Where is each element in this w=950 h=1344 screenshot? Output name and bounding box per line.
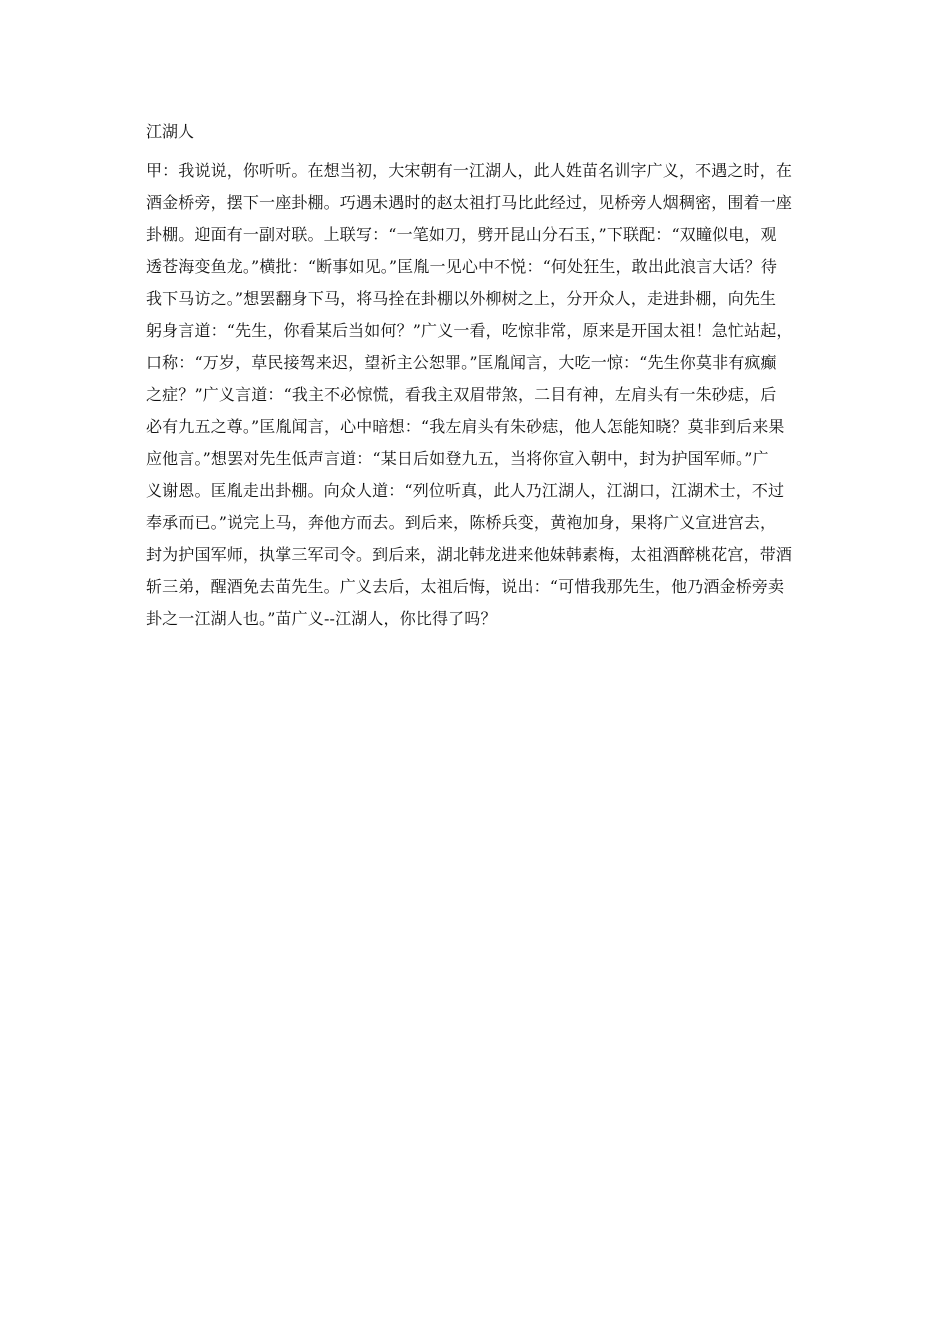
paragraph-line: 透苍海变鱼龙。”横批：“断事如见。”匡胤一见心中不悦：“何处狂生，敢出此浪言大话？待	[146, 257, 778, 276]
paragraph-line: 卦棚。迎面有一副对联。上联写：“一笔如刀，劈开昆山分石玉，”下联配：“双瞳似电，观	[146, 225, 777, 244]
paragraph-line: 奉承而已。”说完上马，奔他方而去。到后来，陈桥兵变，黄袍加身，果将广义宣进宫去，	[146, 513, 777, 532]
paragraph-line: 卦之一江湖人也。”苗广义--江湖人，你比得了吗？	[146, 609, 497, 628]
paragraph-line: 甲：我说说，你听听。在想当初，大宋朝有一江湖人，此人姓苗名训字广义，不遇之时，在	[146, 161, 793, 180]
paragraph-line: 我下马访之。”想罢翻身下马，将马拴在卦棚以外柳树之上，分开众人，走进卦棚，向先生	[146, 289, 777, 308]
paragraph-line: 封为护国军师，执掌三军司令。到后来，湖北韩龙进来他妹韩素梅，太祖酒醉桃花宫，带酒	[146, 545, 793, 564]
paragraph-line: 斩三弟，醒酒免去苗先生。广义去后，太祖后悔，说出：“可惜我那先生，他乃酒金桥旁卖	[146, 577, 785, 596]
paragraph-line: 必有九五之尊。”匡胤闻言，心中暗想：“我左肩头有朱砂痣，他人怎能知晓？莫非到后来果	[146, 417, 785, 436]
paragraph-line: 酒金桥旁，摆下一座卦棚。巧遇未遇时的赵太祖打马比此经过，见桥旁人烟稠密，围着一座	[146, 193, 793, 212]
paragraph-line: 口称：“万岁，草民接驾来迟，望祈主公恕罪。”匡胤闻言，大吃一惊：“先生你莫非有疯癫	[146, 353, 777, 372]
paragraph-line: 义谢恩。匡胤走出卦棚。向众人道：“列位听真，此人乃江湖人，江湖口，江湖术士，不过	[146, 481, 785, 500]
paragraph-line: 之症？”广义言道：“我主不必惊慌，看我主双眉带煞，二目有神，左肩头有一朱砂痣，后	[146, 385, 777, 404]
paragraph-line: 躬身言道：“先生，你看某后当如何？”广义一看，吃惊非常，原来是开国太祖！急忙站起，	[146, 321, 793, 340]
paragraph-line: 应他言。”想罢对先生低声言道：“某日后如登九五，当将你宣入朝中，封为护国军师。”广	[146, 449, 769, 468]
document-title: 江湖人	[146, 122, 195, 141]
document-body	[146, 159, 808, 639]
